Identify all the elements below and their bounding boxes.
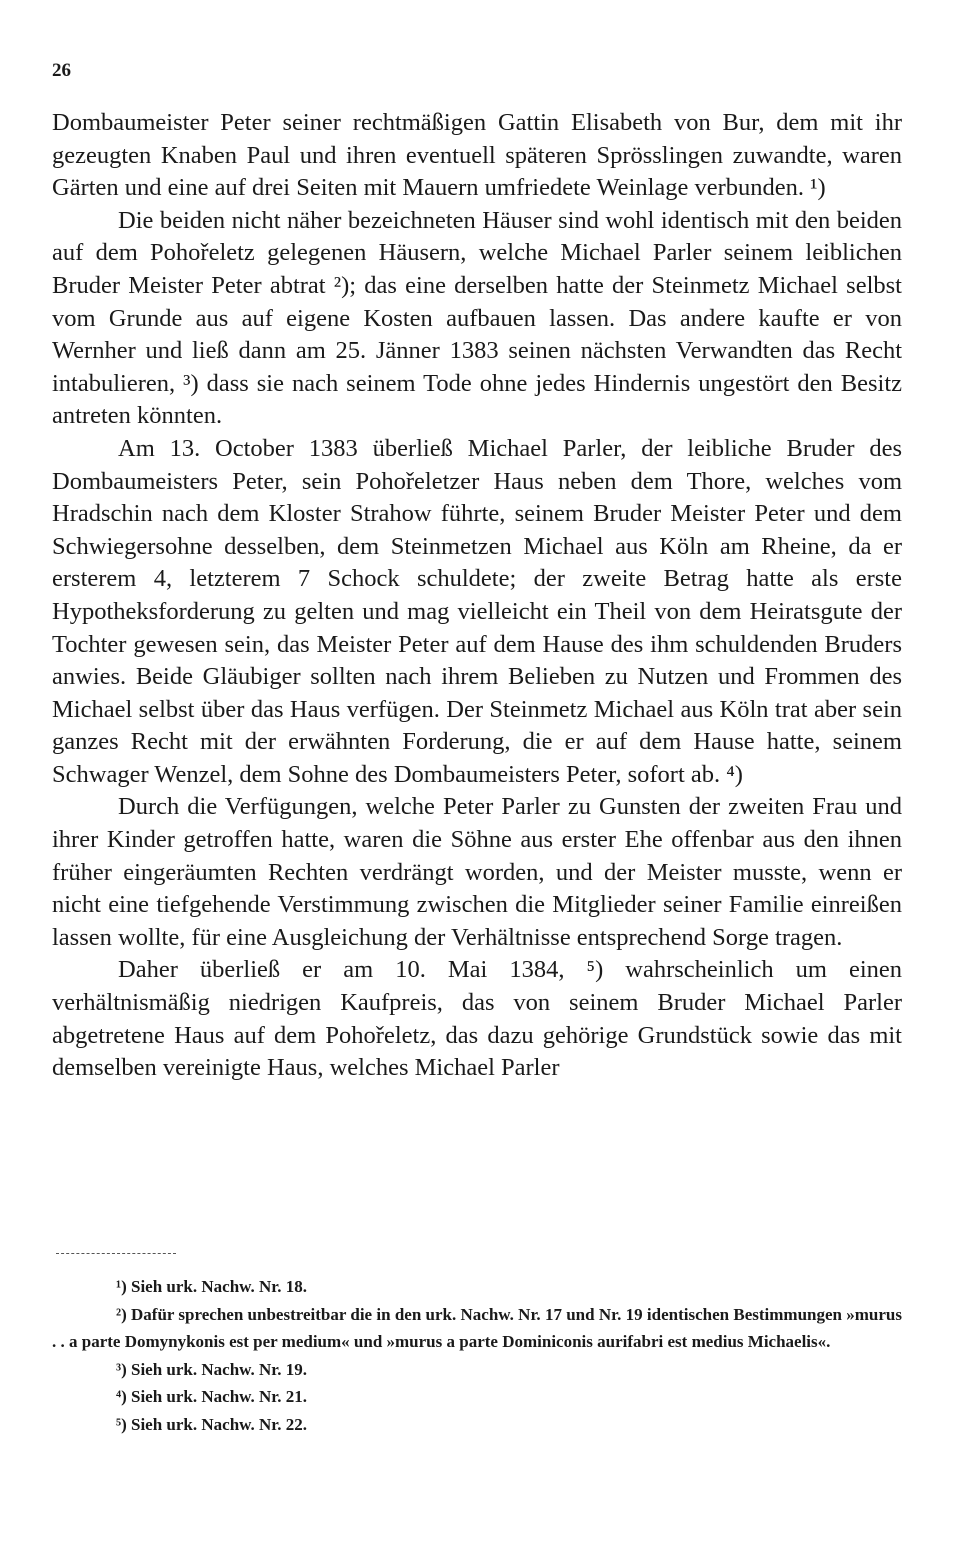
footnote: ¹) Sieh urk. Nachw. Nr. 18. — [116, 1277, 308, 1296]
footnote: ³) Sieh urk. Nachw. Nr. 19. — [116, 1359, 308, 1379]
page-number: 26 — [52, 60, 71, 81]
footnotes — [52, 1273, 902, 1438]
paragraph: Dombaumeister Peter seiner rechtmäßigen Gattin Elisabeth von Bur, dem mit ihr gezeugten Knaben Paul und ihren eventuell späteren Sprösslingen zuwandte, waren Gärten und eine auf drei Seiten mit Mauern umfriedete Weinlage verbunden. ¹) — [52, 109, 902, 202]
paragraph: Durch die Verfügungen, welche Peter Parler zu Gunsten der zweiten Frau und ihrer Kinder getroffen hatte, waren die Söhne aus erster Ehe offenbar aus den ihnen früher eingeräumten Rechten verdrängt worden, und der Meister musste, wenn er nicht eine tiefgehende Verstimmung zwischen die Mitglieder seiner Familie einreißen lassen wollte, für eine Ausgleichung der Verhältnisse entsprechend Sorge tragen. — [52, 793, 902, 951]
footnote: ⁴) Sieh urk. Nachw. Nr. 21. — [116, 1387, 308, 1406]
paragraph: Daher überließ er am 10. Mai 1384, ⁵) wahrscheinlich um einen verhältnismäßig niedrigen Kaufpreis, das von seinem Bruder Michael Parler abgetretene Haus auf dem Pohořeletz, das dazu gehörige Grundstück sowie das mit demselben vereinigte Haus, welches Michael Parler — [52, 956, 902, 1082]
footnote: ²) Dafür sprechen unbestreitbar die in den urk. Nachw. Nr. 17 und Nr. 19 identischen Bestimmungen »murus . . a parte Domynykonis est per medium« und »murus a parte Dominiconis aurifabri est medius Michaelis«. — [52, 1304, 902, 1351]
paragraph: Am 13. October 1383 überließ Michael Parler, der leibliche Bruder des Dombaumeisters Peter, sein Pohořeletzer Haus neben dem Thore, welches vom Hradschin nach dem Kloster Strahow führte, seinem Bruder Meister Peter und dem Schwiegersohne desselben, dem Steinmetzen Michael aus Köln am Rheine, da er ersterem 4, letzterem 7 Schock schuldete; der zweite Betrag hatte als erste Hypotheksforderung zu gelten und mag vielleicht ein Theil von dem Heiratsgute der Tochter gewesen sein, das Meister Peter auf dem Hause des ihm schuldenden Bruders anwies. Beide Gläubiger sollten nach ihrem Belieben zu Nutzen und Frommen des Michael selbst über das Haus verfügen. Der Steinmetz Michael aus Köln trat aber sein ganzes Recht mit der erwähnten Forderung, die er auf dem Hause hatte, seinem Schwager Wenzel, dem Sohne des Dombaumeisters Peter, sofort ab. ⁴) — [52, 434, 902, 788]
footnote-divider — [56, 1253, 176, 1254]
body-text — [52, 107, 902, 1085]
paragraph: Die beiden nicht näher bezeichneten Häuser sind wohl identisch mit den beiden auf dem Pohořeletz gelegenen Häusern, welche Michael Parler seinem leiblichen Bruder Meister Peter abtrat ²); das eine derselben hatte der Steinmetz Michael selbst vom Grunde aus auf eigene Kosten aufbauen lassen. Das andere kaufte er von Wernher und ließ dann am 25. Jänner 1383 seinen nächsten Verwandten das Recht intabulieren, ³) dass sie nach seinem Tode ohne jedes Hindernis ungestört den Besitz antreten könnten. — [52, 206, 902, 430]
footnote: ⁵) Sieh urk. Nachw. Nr. 22. — [116, 1414, 308, 1434]
